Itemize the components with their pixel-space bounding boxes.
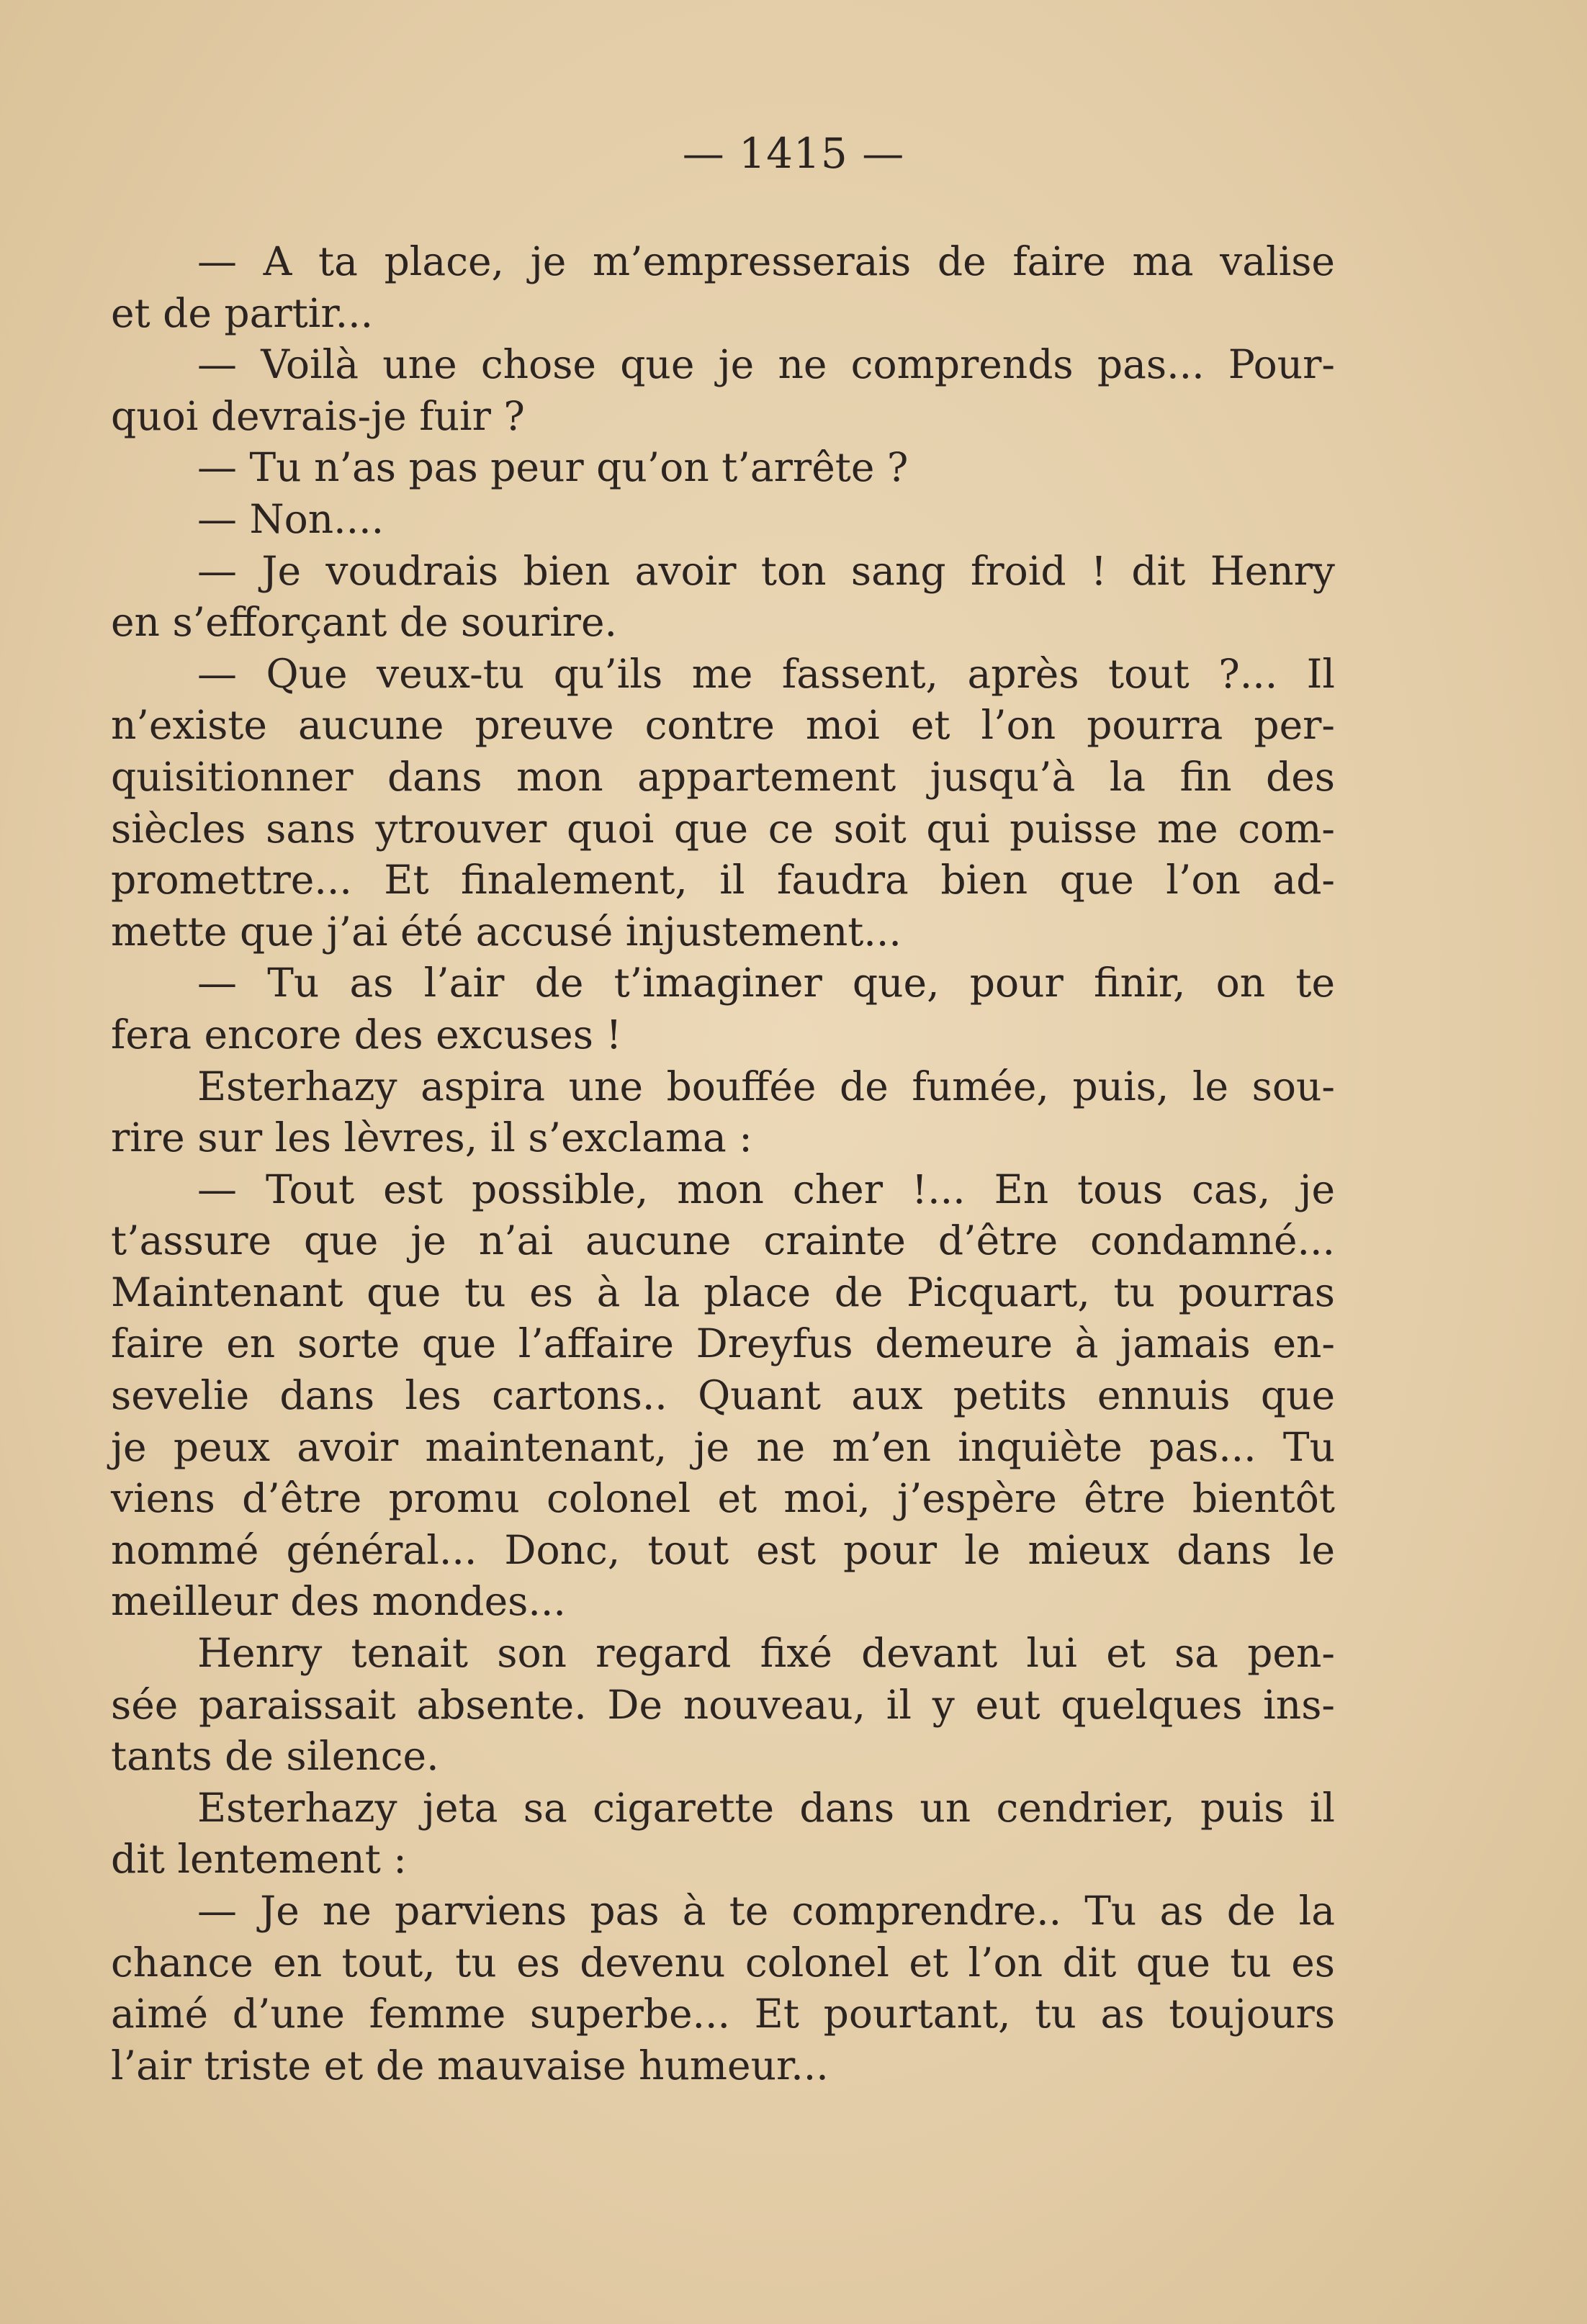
text-line: — Que veux-tu qu’ils me fassent, après tout ?... Il xyxy=(197,650,1335,697)
text-line: en s’efforçant de sourire. xyxy=(111,599,617,646)
text-line: faire en sorte que l’affaire Dreyfus demeure à jamais en- xyxy=(111,1320,1335,1367)
text-line: — Non.... xyxy=(197,495,385,542)
text-line: sevelie dans les cartons.. Quant aux petits ennuis que xyxy=(111,1372,1335,1419)
text-line: t’assure que je n’ai aucune crainte d’être condamné... xyxy=(111,1217,1335,1264)
text-line: l’air triste et de mauvaise humeur... xyxy=(111,2042,829,2089)
text-line: rire sur les lèvres, il s’exclama : xyxy=(111,1114,752,1161)
text-line: mette que j’ai été accusé injustement... xyxy=(111,908,902,955)
text-line: chance en tout, tu es devenu colonel et l’on dit que tu es xyxy=(111,1939,1335,1986)
body-text xyxy=(111,236,1335,2091)
text-line: quisitionner dans mon appartement jusqu’à la fin des xyxy=(111,753,1335,800)
text-line: fera encore des excuses ! xyxy=(111,1011,622,1058)
text-line: viens d’être promu colonel et moi, j’espère être bientôt xyxy=(111,1475,1335,1522)
text-line: siècles sans ytrouver quoi que ce soit qui puisse me com- xyxy=(111,805,1335,852)
text-line: — Je ne parviens pas à te comprendre.. Tu as de la xyxy=(197,1888,1335,1934)
text-line: aimé d’une femme superbe... Et pourtant, tu as toujours xyxy=(111,1991,1335,2037)
text-line: — A ta place, je m’empresserais de faire ma valise xyxy=(197,238,1335,284)
text-line: Esterhazy aspira une bouffée de fumée, puis, le sou- xyxy=(197,1063,1335,1109)
text-line: dit lentement : xyxy=(111,1836,407,1883)
text-line: n’existe aucune preuve contre moi et l’on pourra per- xyxy=(111,702,1335,749)
text-line: meilleur des mondes... xyxy=(111,1578,566,1625)
text-line: — Je voudrais bien avoir ton sang froid ! dit Henry xyxy=(197,547,1335,594)
text-line: — Voilà une chose que je ne comprends pas... Pour- xyxy=(197,341,1335,388)
text-line: quoi devrais-je fuir ? xyxy=(111,392,525,439)
text-line: — Tout est possible, mon cher !... En tous cas, je xyxy=(197,1166,1335,1212)
page-number: — 1415 — xyxy=(682,129,905,178)
text-line: — Tu as l’air de t’imaginer que, pour finir, on te xyxy=(197,960,1335,1006)
text-line: Esterhazy jeta sa cigarette dans un cendrier, puis il xyxy=(197,1784,1335,1831)
text-line: Maintenant que tu es à la place de Picquart, tu pourras xyxy=(111,1269,1335,1315)
text-line: je peux avoir maintenant, je ne m’en inquiète pas... Tu xyxy=(111,1423,1335,1470)
text-line: nommé général... Donc, tout est pour le mieux dans le xyxy=(111,1526,1335,1573)
text-line: — Tu n’as pas peur qu’on t’arrête ? xyxy=(197,444,909,491)
text-line: tants de silence. xyxy=(111,1733,439,1780)
text-line: sée paraissait absente. De nouveau, il y eut quelques ins- xyxy=(111,1681,1335,1728)
text-line: Henry tenait son regard fixé devant lui et sa pen- xyxy=(197,1630,1335,1677)
text-line: et de partir... xyxy=(111,289,374,336)
text-line: promettre... Et finalement, il faudra bien que l’on ad- xyxy=(111,857,1335,904)
